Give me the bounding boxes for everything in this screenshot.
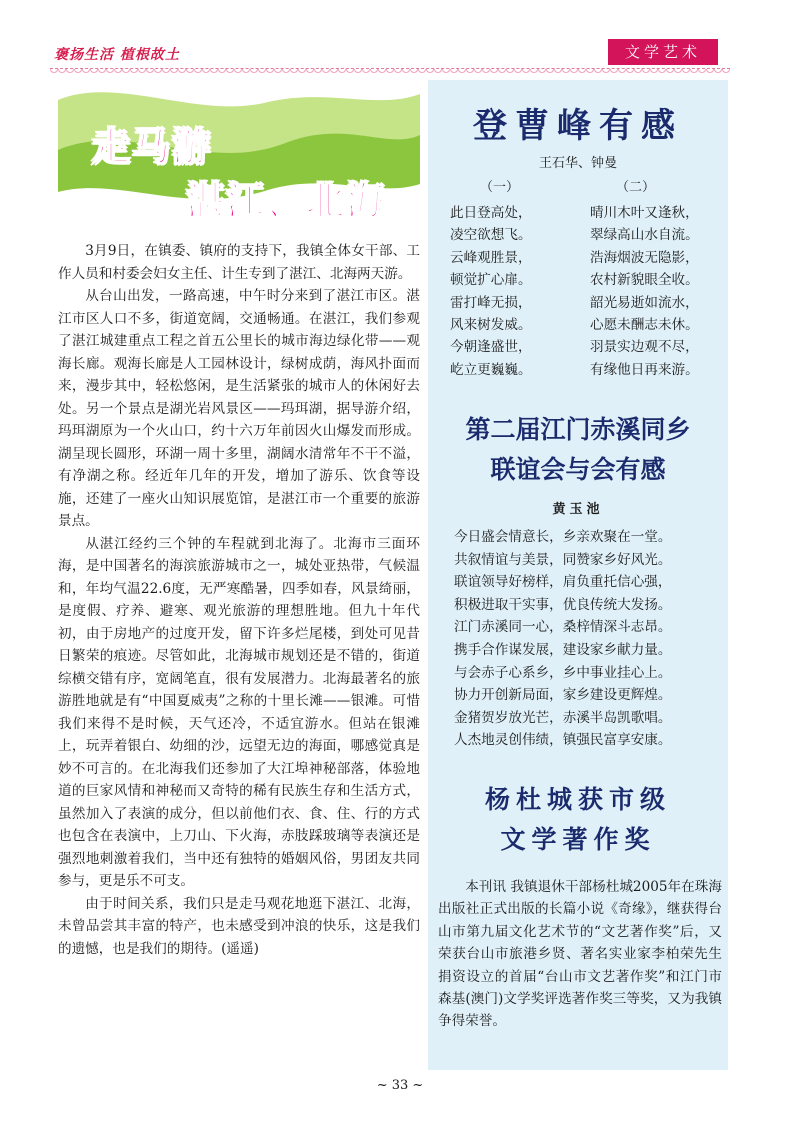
verse-row xyxy=(450,336,720,358)
header-scallop-border xyxy=(50,69,730,75)
news-title-line2: 文学著作奖 xyxy=(500,825,656,854)
verse-row xyxy=(450,292,720,314)
news-body xyxy=(438,876,722,1033)
article-title-line2: 湛江、北海 xyxy=(186,179,387,223)
news-title-line1: 杨杜城获市级 xyxy=(484,785,671,814)
verse-line: 农村新貌眼全收。 xyxy=(590,272,699,289)
right-column xyxy=(428,80,728,1070)
verse-line: 人杰地灵创伟绩，镇强民富享安康。 xyxy=(454,732,672,749)
travel-article xyxy=(58,240,420,960)
verse-row xyxy=(450,224,720,246)
verse-row xyxy=(450,247,720,269)
news-title xyxy=(428,780,728,860)
verse-line: 顿觉扩心扉。 xyxy=(450,272,532,289)
poem1-part1-heading: （一） xyxy=(480,180,520,195)
verse-line: 有缘他日再来游。 xyxy=(590,361,699,378)
poem1-author: 王石华、钟曼 xyxy=(538,156,617,171)
verse-line: 积极进取干实事，优良传统大发扬。 xyxy=(454,596,672,613)
article-paragraph: 从湛江经约三个钟的车程就到北海了。北海市三面环海，是中国著名的海滨旅游城市之一，城处亚热带，气候温和，年均气温22.6度，无严寒酷暑，四季如春，风景绮丽，是度假、疗养、避寒、观光旅游的理想胜地。但九十年代初，由于房地产的过度开发，留下许多烂尾楼，到处可见昔日繁荣的痕迹。尽管如此，北海城市规划还是不错的，街道综横交错有序，宽阔笔直，很有发展潜力。北海最著名的旅游胜地就是有“中国夏威夷”之称的十里长滩——银滩。可惜我们来得不是时候，天气还冷，不适宜游水。但站在银滩上，玩弄着银白、幼细的沙，远望无边的海面，哪感觉真是妙不可言的。在北海我们还参加了大江埠神秘部落，体验地道的巨家风情和神秘而又奇特的稀有民族生存和生活方式，虽然加入了表演的成分，但以前他们衣、食、住、行的方式也包含在表演中，上刀山、下火海，赤肢踩玻璃等表演还是强烈地刺激着我们，当中还有独特的婚姻风俗，男团友共同参与，更是乐不可支。 xyxy=(58,535,420,889)
verse-line: 羽景实边观不尽， xyxy=(590,339,699,356)
verse-row xyxy=(450,359,720,381)
article-paragraph: 从台山出发，一路高速，中午时分来到了湛江市区。湛江市区人口不多，街道宽阔，交通畅通。在湛江，我们参观了湛江城建重点工程之首五公里长的城市海边绿化带——观海长廊。观海长廊是人工园林设计，绿树成荫，海风扑面而来，漫步其中，轻松悠闲，是生活紧张的城市人的休闲好去处。另一个景点是湖光岩风景区——玛珥湖，据导游介绍，玛珥湖原为一个火山口，约十六万年前因火山爆发而形成。湖呈现长圆形，环湖一周十多里，湖阔水清常年不干不溢，有净湖之称。经近年几年的开发，增加了游乐、饮食等设施，还建了一座火山知识展览馆，是湛江市一个重要的旅游景点。 xyxy=(58,288,420,529)
verse-line: 晴川木叶又逢秋， xyxy=(590,205,699,221)
news-paragraph: 本刊讯 我镇退休干部杨杜城2005年在珠海出版社正式出版的长篇小说《奇缘》，继获得台山市第九届文化艺术节的“文艺著作奖”后，又荣获台山市旅港乡贤、著名实业家李柏荣先生捐资设立的首届“台山市文艺著作奖”和江门市森基(澳门)文学奖评选著作奖三等奖，又为我镇争得荣誉。 xyxy=(438,879,722,1030)
poem1-verses xyxy=(450,202,720,381)
verse-line: 心愿未酬志未休。 xyxy=(590,317,699,334)
verse-line: 江门赤溪同一心，桑梓情深斗志昂。 xyxy=(454,619,672,636)
verse-line: 与会赤子心系乡，乡中事业挂心上。 xyxy=(454,664,672,681)
verse-line: 协力开创新局面，家乡建设更辉煌。 xyxy=(454,687,672,704)
verse-line: 金猪贺岁放光芒，赤溪半岛凯歌唱。 xyxy=(454,709,672,726)
poem2-verses xyxy=(454,526,714,752)
verse-line: 翠绿高山水自流。 xyxy=(590,227,699,244)
title-banner xyxy=(58,80,420,230)
verse-line: 共叙情谊与美景，同赞家乡好风光。 xyxy=(454,551,672,568)
verse-line: 雷打峰无损， xyxy=(450,294,532,311)
verse-line: 此日登高处， xyxy=(450,205,532,221)
verse-line: 屹立更巍巍。 xyxy=(450,361,532,378)
section-tag: 文学艺术 xyxy=(608,39,718,65)
article-paragraph: 由于时间关系，我们只是走马观花地逛下湛江、北海，未曾品尝其丰富的特产，也未感受到冲浪的快乐，这是我们的遗憾，也是我们的期待。(遥遥) xyxy=(58,895,420,957)
header-slogan: 褒扬生活 植根故土 xyxy=(54,47,180,63)
verse-row xyxy=(450,269,720,291)
article-title-line1: 走马游 xyxy=(92,125,213,169)
page-number: ~ 33 ~ xyxy=(376,1078,424,1093)
poem2-title xyxy=(428,410,728,490)
verse-line: 浩海烟波无隐影， xyxy=(590,249,699,266)
verse-row xyxy=(450,314,720,336)
article-paragraph: 3月9日，在镇委、镇府的支持下，我镇全体女干部、工作人员和村委会妇女主任、计生专到了湛江、北海两天游。 xyxy=(58,243,420,282)
verse-line: 今日盛会情意长，乡亲欢聚在一堂。 xyxy=(454,529,672,545)
verse-line: 联谊领导好榜样，肩负重托信心强， xyxy=(454,574,672,591)
poem1-part2-heading: （二） xyxy=(616,180,656,195)
poem2-title-line2: 联谊会与会有感 xyxy=(490,455,666,484)
verse-row xyxy=(450,202,720,224)
verse-line: 今朝逢盛世， xyxy=(450,339,532,356)
verse-line: 韶光易逝如流水， xyxy=(590,294,699,311)
verse-line: 携手合作谋发展，建设家乡献力量。 xyxy=(454,641,672,658)
poem2-author: 黄玉池 xyxy=(552,502,604,517)
verse-line: 凌空欲想飞。 xyxy=(450,227,532,244)
verse-line: 风来树发威。 xyxy=(450,317,532,334)
poem2-title-line1: 第二届江门赤溪同乡 xyxy=(465,415,691,444)
verse-line: 云峰观胜景， xyxy=(450,249,532,266)
poem1-title: 登曹峰有感 xyxy=(473,106,683,146)
